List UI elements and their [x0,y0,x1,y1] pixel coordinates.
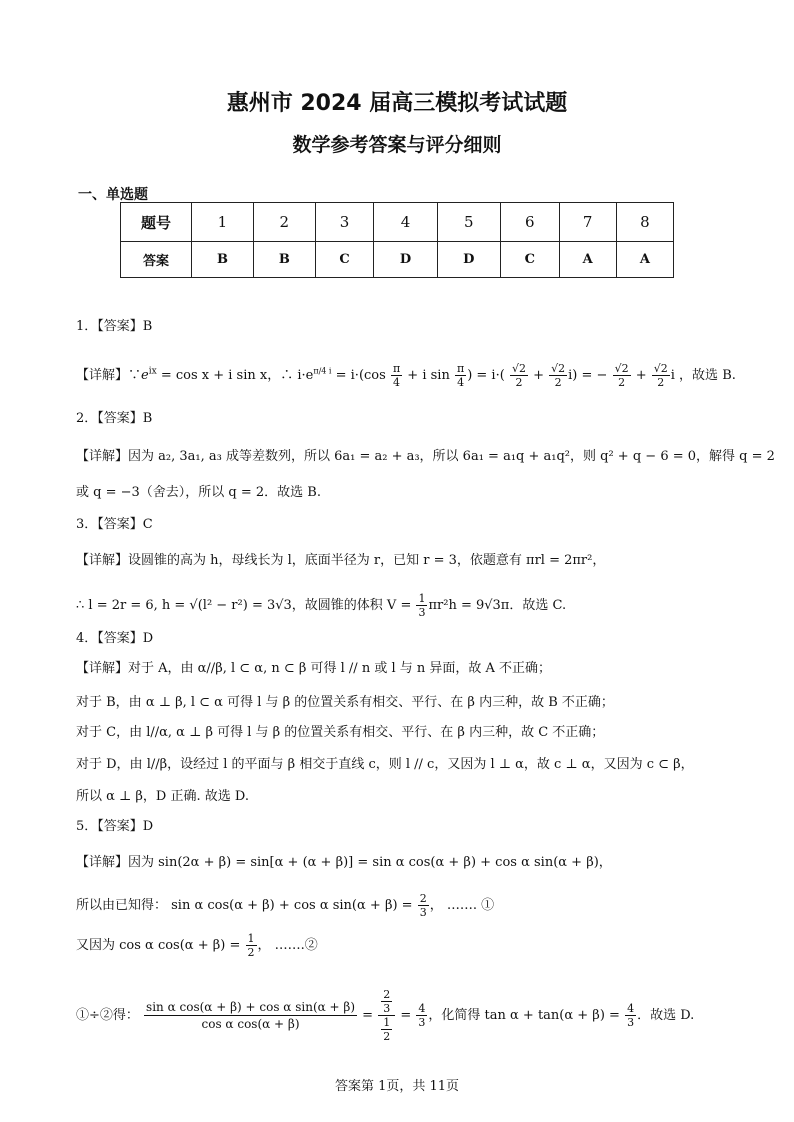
table-cell: 2 [253,203,315,242]
denominator: 4 [457,376,465,389]
denominator: 3 [419,906,427,919]
table-row [121,242,674,278]
numerator [378,988,395,1016]
denominator: 2 [618,376,626,389]
fraction [246,932,257,959]
table-cell: 4 [374,203,437,242]
q1-detail-prefix: 【详解】∵ [76,368,142,383]
numerator: 4 [627,1002,635,1015]
q2-answer: 2．【答案】B [76,411,153,426]
fraction [455,362,466,389]
fraction [613,362,631,389]
table-cell: D [437,242,500,278]
fraction [510,362,528,389]
numerator: π [456,362,465,375]
fraction [381,1016,392,1043]
q1-e-exp: ix [148,366,157,377]
numerator: π [392,362,401,375]
q1-detail-f: ) = i·( [467,368,505,383]
table-cell: 6 [500,203,559,242]
q4-detail-line3: 对于 C，由 l//α, α ⊥ β 可得 l 与 β 的位置关系有相交、平行、在 β 内三种，故 C 不正确； [76,725,605,740]
fraction [416,592,427,619]
fraction [549,362,567,389]
q3-line2b: πr²h = 9√3π．故选 C. [428,598,567,613]
denominator: 2 [383,1030,391,1043]
q1-detail-i: + [631,368,651,383]
table-cell: 8 [616,203,673,242]
q5-line4c: ．故选 D. [637,1008,695,1023]
numerator: √2 [653,362,668,375]
q5-line3a: 又因为 cos α cos(α + β) = [76,938,245,953]
denominator [378,1016,395,1043]
denominator: cos α cos(α + β) [201,1017,300,1031]
numerator: sin α cos(α + β) + cos α sin(α + β) [146,1000,356,1014]
denominator: 3 [627,1016,635,1029]
q5-line2b: ， ……. ① [429,898,495,913]
section-heading: 一、单选题 [78,187,148,203]
page-title: 惠州市 2024 届高三模拟考试试题 [226,91,568,116]
q4-detail-line4: 对于 D，由 l//β，设经过 l 的平面与 β 相交于直线 c，则 l // c，又因为 l ⊥ α，故 c ⊥ α，又因为 c ⊂ β， [76,757,694,772]
equals-sign: = [362,1008,374,1023]
q5-detail-line3 [76,932,318,959]
table-row-label: 答案 [121,242,192,278]
table-row [121,203,674,242]
table-cell: B [253,242,315,278]
answer-table [120,202,674,278]
q1-answer: 1．【答案】B [76,319,153,334]
fraction [652,362,670,389]
compound-fraction [378,988,395,1043]
equals-sign: = [400,1008,412,1023]
q3-detail-line1: 【详解】设圆锥的高为 h，母线长为 l，底面半径为 r，已知 r = 3，依题意有 πrl = 2πr²， [76,553,606,568]
denominator: 2 [515,376,523,389]
q1-detail-g: + [528,368,549,383]
q1-detail-e: + i sin [403,368,450,383]
fraction [381,988,392,1015]
q1-detail-b: = cos x + i sin x，∴ i·e [156,368,314,383]
table-cell: A [616,242,673,278]
q3-detail-line2 [76,592,566,619]
numerator: 2 [383,988,391,1001]
q5-line4a: ①÷②得： [76,1008,139,1023]
numerator: 1 [418,592,426,605]
denominator: 2 [657,376,665,389]
q2-detail-line1: 【详解】因为 a₂, 3a₁, a₃ 成等差数列，所以 6a₁ = a₂ + a₃，所以 6a₁ = a₁q + a₁q²，则 q² + q − 6 = 0，解得 q = 2 [76,449,775,464]
q3-answer: 3．【答案】C [76,517,153,532]
q5-detail-line2 [76,892,494,919]
numerator: √2 [551,362,566,375]
fraction [416,1002,427,1029]
q1-e2-exp: π/4 i [313,366,332,376]
denominator: 2 [247,946,255,959]
q1-detail-j: i ，故选 B. [670,368,736,383]
denominator: 4 [393,376,401,389]
q1-e: e [141,368,149,383]
q2-detail-line2: 或 q = −3（舍去），所以 q = 2．故选 B. [76,485,321,500]
numerator: 1 [383,1016,391,1029]
q3-line2a: ∴ l = 2r = 6, h = √(l² − r²) = 3√3，故圆锥的体积 V = [76,598,416,613]
fraction [418,892,429,919]
denominator: 2 [554,376,562,389]
q4-detail-line2: 对于 B，由 α ⊥ β, l ⊂ α 可得 l 与 β 的位置关系有相交、平行、在 β 内三种，故 B 不正确； [76,695,614,710]
q5-answer: 5．【答案】D [76,819,154,834]
table-cell: C [315,242,374,278]
q1-detail-h: i) = − [568,368,608,383]
page-subtitle: 数学参考答案与评分细则 [292,134,502,156]
fraction [625,1002,636,1029]
table-cell: 5 [437,203,500,242]
q4-detail-line1: 【详解】对于 A，由 α//β, l ⊂ α, n ⊂ β 可得 l // n 或 l 与 n 异面，故 A 不正确； [76,661,552,676]
table-cell: B [192,242,254,278]
numerator: 1 [247,932,255,945]
table-cell: A [559,242,616,278]
q5-detail-line1: 【详解】因为 sin(2α + β) = sin[α + (α + β)] = sin α cos(α + β) + cos α sin(α + β)， [76,855,612,870]
q1-detail [76,362,736,389]
q5-detail-line4 [76,988,694,1043]
q4-detail-line5: 所以 α ⊥ β，D 正确. 故选 D. [76,789,249,804]
denominator: 3 [383,1002,391,1015]
numerator: 2 [419,892,427,905]
q5-line2a: 所以由已知得： sin α cos(α + β) + cos α sin(α + β) = [76,898,417,913]
q4-answer: 4．【答案】D [76,631,154,646]
table-cell: D [374,242,437,278]
numerator: √2 [614,362,629,375]
table-cell: C [500,242,559,278]
numerator: 4 [418,1002,426,1015]
q1-detail-d: (cos [358,368,386,383]
q5-line3b: ， …….② [257,938,318,953]
denominator: 3 [418,606,426,619]
table-cell: 7 [559,203,616,242]
page-footer: 答案第 1页，共 11页 [334,1079,460,1094]
q1-detail-c: = i· [331,368,359,383]
fraction [144,999,357,1032]
q5-line4b: ，化简得 tan α + tan(α + β) = [428,1008,625,1023]
table-cell: 1 [192,203,254,242]
numerator: √2 [511,362,526,375]
fraction [391,362,402,389]
table-cell: 3 [315,203,374,242]
table-row-label: 题号 [121,203,192,242]
denominator: 3 [418,1016,426,1029]
